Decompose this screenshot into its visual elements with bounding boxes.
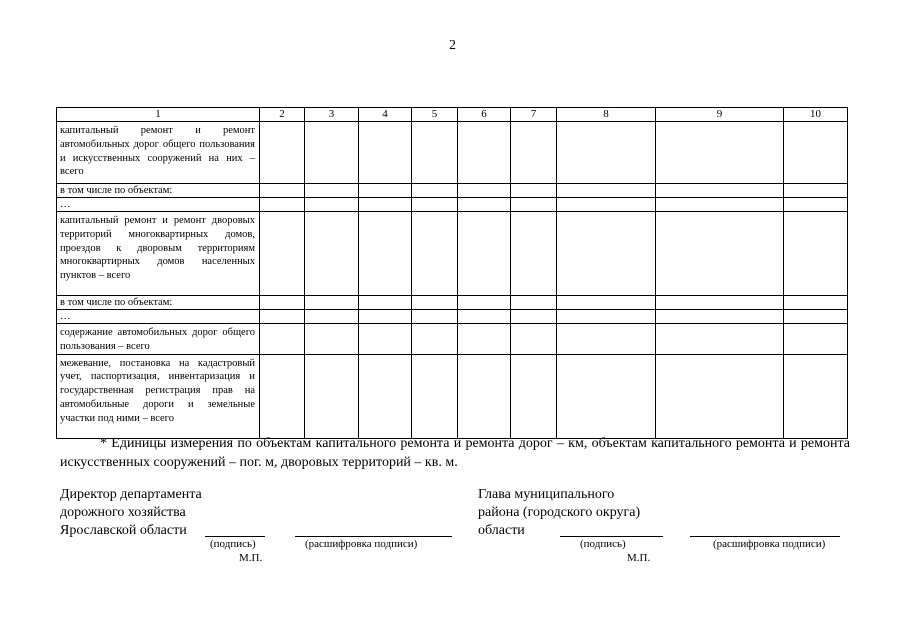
signature-block-left — [60, 486, 202, 540]
row-label: … — [57, 198, 260, 212]
table-cell — [412, 354, 458, 438]
table-cell — [511, 122, 557, 184]
table-cell — [458, 296, 511, 310]
table-cell — [359, 296, 412, 310]
table-cell — [305, 324, 359, 355]
table-cell — [359, 184, 412, 198]
row-label: в том числе по объектам: — [57, 296, 260, 310]
table-cell — [359, 354, 412, 438]
table-cell — [458, 310, 511, 324]
column-header: 5 — [412, 108, 458, 122]
table-cell — [557, 212, 656, 296]
column-header: 10 — [784, 108, 848, 122]
signature-line-right — [560, 536, 663, 537]
signature-block-right — [478, 486, 640, 540]
column-header: 7 — [511, 108, 557, 122]
table-cell — [784, 296, 848, 310]
signatory-title-line2: района (городского округа) — [478, 505, 641, 520]
table-cell — [656, 198, 784, 212]
table-cell — [260, 310, 305, 324]
column-header: 6 — [458, 108, 511, 122]
header-row — [57, 108, 848, 122]
table-cell — [656, 184, 784, 198]
table-row — [57, 310, 848, 324]
table-cell — [511, 310, 557, 324]
table-cell — [458, 184, 511, 198]
caption-decode-right: (расшифровка подписи) — [713, 538, 826, 550]
table-cell — [305, 296, 359, 310]
column-header: 2 — [260, 108, 305, 122]
table-row — [57, 122, 848, 184]
column-header: 8 — [557, 108, 656, 122]
table-cell — [557, 122, 656, 184]
table-cell — [260, 198, 305, 212]
stamp-label-right: М.П. — [627, 552, 651, 564]
column-header: 3 — [305, 108, 359, 122]
table-cell — [359, 212, 412, 296]
table-cell — [305, 198, 359, 212]
row-label: в том числе по объектам: — [57, 184, 260, 198]
table-cell — [557, 354, 656, 438]
table-cell — [784, 310, 848, 324]
table-cell — [260, 296, 305, 310]
table-cell — [656, 310, 784, 324]
table-row — [57, 324, 848, 355]
signatory-title-line2: дорожного хозяйства — [60, 505, 186, 520]
table-cell — [359, 324, 412, 355]
signatory-title-line1: Директор департамента — [60, 487, 202, 502]
table-cell — [305, 184, 359, 198]
table-cell — [260, 354, 305, 438]
caption-decode-left: (расшифровка подписи) — [305, 538, 418, 550]
table-cell — [557, 324, 656, 355]
table-cell — [557, 198, 656, 212]
table-cell — [511, 354, 557, 438]
table-cell — [260, 324, 305, 355]
table-cell — [511, 296, 557, 310]
table-cell — [458, 324, 511, 355]
column-header: 1 — [57, 108, 260, 122]
table-cell — [458, 198, 511, 212]
footnote: * Единицы измерения по объектам капитального ремонта и ремонта дорог – км, объектам капитального ремонта и ремонта искусственных сооружений – пог. м, дворовых территорий – кв. м. — [60, 436, 850, 470]
table-cell — [412, 122, 458, 184]
table-row — [57, 212, 848, 296]
table-cell — [511, 324, 557, 355]
stamp-label-left: М.П. — [239, 552, 263, 564]
table-cell — [260, 184, 305, 198]
table-cell — [305, 122, 359, 184]
table-cell — [557, 296, 656, 310]
table-cell — [305, 354, 359, 438]
report-table — [56, 107, 848, 439]
table-cell — [305, 310, 359, 324]
table-cell — [359, 310, 412, 324]
table-cell — [656, 324, 784, 355]
caption-sign-left: (подпись) — [210, 538, 256, 550]
row-label: содержание автомобильных дорог общего пользования – всего — [57, 324, 260, 355]
row-label: … — [57, 310, 260, 324]
table-cell — [656, 212, 784, 296]
decode-line-right — [690, 536, 840, 537]
table-row — [57, 198, 848, 212]
column-header: 9 — [656, 108, 784, 122]
table-cell — [359, 198, 412, 212]
page-number: 2 — [449, 38, 456, 53]
table-cell — [458, 354, 511, 438]
table-cell — [784, 212, 848, 296]
row-label: капитальный ремонт и ремонт дворовых территорий многоквартирных домов, проездов к дворовым территориям многоквартирных домов населенных пунктов – всего — [57, 212, 260, 296]
table-cell — [412, 184, 458, 198]
table-cell — [656, 122, 784, 184]
table-cell — [458, 212, 511, 296]
table-cell — [412, 212, 458, 296]
table-cell — [557, 310, 656, 324]
signatory-title-line1: Глава муниципального — [478, 487, 615, 502]
table-cell — [656, 354, 784, 438]
signatory-title-line3: Ярославской области — [60, 523, 187, 538]
table-cell — [784, 184, 848, 198]
table-row — [57, 354, 848, 438]
table-row — [57, 184, 848, 198]
table-cell — [784, 198, 848, 212]
table-cell — [511, 212, 557, 296]
caption-sign-right: (подпись) — [580, 538, 626, 550]
row-label: межевание, постановка на кадастровый учет, паспортизация, инвентаризация и государственная регистрация прав на автомобильные дороги и земельные участки под ними – всего — [57, 354, 260, 438]
table-cell — [260, 212, 305, 296]
table-cell — [784, 354, 848, 438]
table-cell — [412, 310, 458, 324]
table-cell — [784, 122, 848, 184]
table-cell — [412, 296, 458, 310]
table-cell — [412, 324, 458, 355]
table-cell — [359, 122, 412, 184]
table-cell — [557, 184, 656, 198]
table-cell — [656, 296, 784, 310]
table-cell — [784, 324, 848, 355]
table-cell — [511, 184, 557, 198]
table-cell — [412, 198, 458, 212]
table-cell — [305, 212, 359, 296]
table-cell — [458, 122, 511, 184]
table-cell — [260, 122, 305, 184]
signatory-title-line3: области — [478, 523, 525, 538]
row-label: капитальный ремонт и ремонт автомобильных дорог общего пользования и искусственных сооружений на них – всего — [57, 122, 260, 184]
signature-line-left — [205, 536, 265, 537]
table-cell — [511, 198, 557, 212]
decode-line-left — [295, 536, 452, 537]
table-row — [57, 296, 848, 310]
column-header: 4 — [359, 108, 412, 122]
